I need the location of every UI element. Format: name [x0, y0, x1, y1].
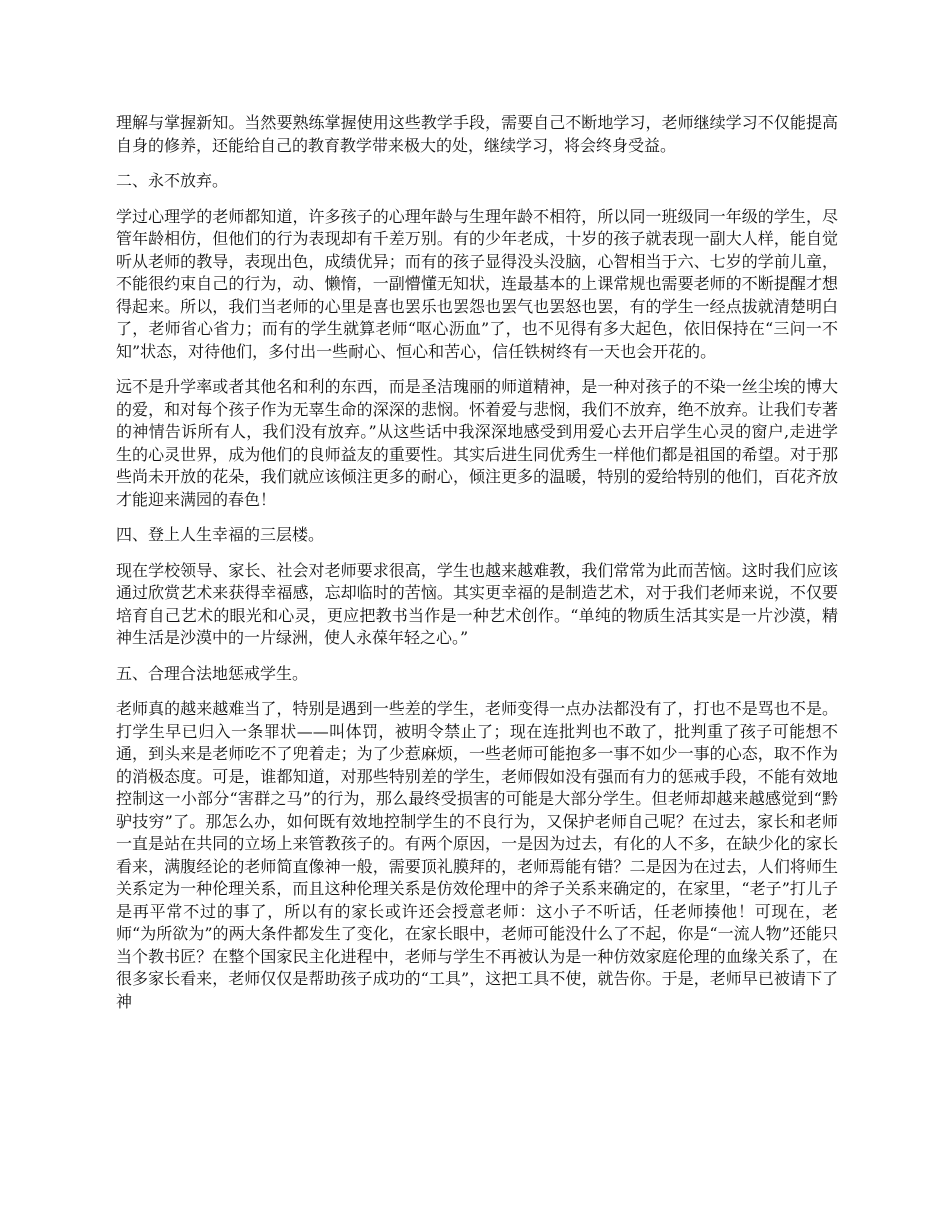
paragraph-never-give-up: 学过心理学的老师都知道，许多孩子的心理年龄与生理年龄不相符，所以同一班级同一年级的学生，尽管年龄相仿，但他们的行为表现却有千差万别。有的少年老成，十岁的孩子就表现一副大人样，能自觉听从老师的教导，表现出色，成绩优异；而有的孩子显得没头没脑，心智相当于六、七岁的学前儿童，不能很约束自己的行为，动、懒惰，一副懵懂无知状，连最基本的上课常规也需要老师的不断提醒才想得起来。所以，我们当老师的心里是喜也罢乐也罢怨也罢气也罢怒也罢，有的学生一经点拔就清楚明白了，老师省心省力；而有的学生就算老师“呕心沥血”了，也不见得有多大起色，依旧保持在“三问一不知”状态，对待他们，多付出一些耐心、恒心和苦心，信任铁树终有一天也会开花的。	[116, 206, 838, 361]
paragraph-discipline: 老师真的越来越难当了，特别是遇到一些差的学生，老师变得一点办法都没有了，打也不是骂也不是。打学生早已归入一条罪状——叫体罚，被明令禁止了；现在连批判也不敢了，批判重了孩子可能想不通，到头来是老师吃不了兜着走；为了少惹麻烦，一些老师可能抱多一事不如少一事的心态，取不作为的消极态度。可是，谁都知道，对那些特别差的学生，老师假如没有强而有力的惩戒手段，不能有效地控制这一小部分“害群之马”的行为，那么最终受损害的可能是大部分学生。但老师却越来越感觉到“黔驴技穷”了。那怎么办，如何既有效地控制学生的不良行为，又保护老师自己呢？在过去，家长和老师一直是站在共同的立场上来管教孩子的。有两个原因，一是因为过去，有化的人不多，在缺少化的家长看来，满腹经论的老师简直像神一般，需要顶礼膜拜的，老师焉能有错？二是因为在过去，人们将师生关系定为一种伦理关系，而且这种伦理关系是仿效伦理中的斧子关系来确定的，在家里，“老子”打儿子是再平常不过的事了，所以有的家长或许还会授意老师：这小子不听话，任老师揍他！可现在，老师“为所欲为”的两大条件都发生了变化，在家长眼中，老师可能没什么了不起，你是“一流人物”还能只当个教书匠？在整个国家民主化进程中，老师与学生不再被认为是一种仿效家庭伦理的血缘关系了，在很多家长看来，老师仅仅是帮助孩子成功的“工具”，这把工具不使，就告你。于是，老师早已被请下了神	[116, 699, 838, 1011]
section-heading-4: 四、登上人生幸福的三层楼。	[116, 525, 325, 544]
section-heading-5: 五、合理合法地惩戒学生。	[116, 663, 309, 683]
document-page	[116, 112, 838, 1026]
paragraph-continuation: 理解与掌握新知。当然要熟练掌握使用这些教学手段，需要自己不断地学习，老师继续学习不仅能提高自身的修养，还能给自己的教育教学带来极大的处，继续学习，将会终身受益。	[116, 113, 838, 155]
paragraph-love-and-compassion: 远不是升学率或者其他名和利的东西，而是圣洁瑰丽的师道精神，是一种对孩子的不染一丝尘埃的博大的爱，和对每个孩子作为无辜生命的深深的悲悯。怀着爱与悲悯，我们不放弃，绝不放弃。让我们专著的神情告诉所有人，我们没有放弃。”从这些话中我深深地感受到用爱心去开启学生心灵的窗户,走进学生的心灵世界，成为他们的良师益友的重要性。其实后进生同优秀生一样他们都是祖国的希望。对于那些尚未开放的花朵，我们就应该倾注更多的耐心，倾注更多的温暖，特别的爱给特别的他们，百花齐放才能迎来满园的春色！	[116, 377, 838, 509]
section-heading-2: 二、永不放弃。	[116, 171, 229, 190]
paragraph-happiness: 现在学校领导、家长、社会对老师要求很高，学生也越来越难教，我们常常为此而苦恼。这时我们应该通过欣赏艺术来获得幸福感，忘却临时的苦恼。其实更幸福的是制造艺术，对于我们老师来说，不仅要培育自己艺术的眼光和心灵，更应把教书当作是一种艺术创作。“单纯的物质生活其实是一片沙漠，精神生活是沙漠中的一片绿洲，使人永葆年轻之心。”	[116, 560, 838, 647]
